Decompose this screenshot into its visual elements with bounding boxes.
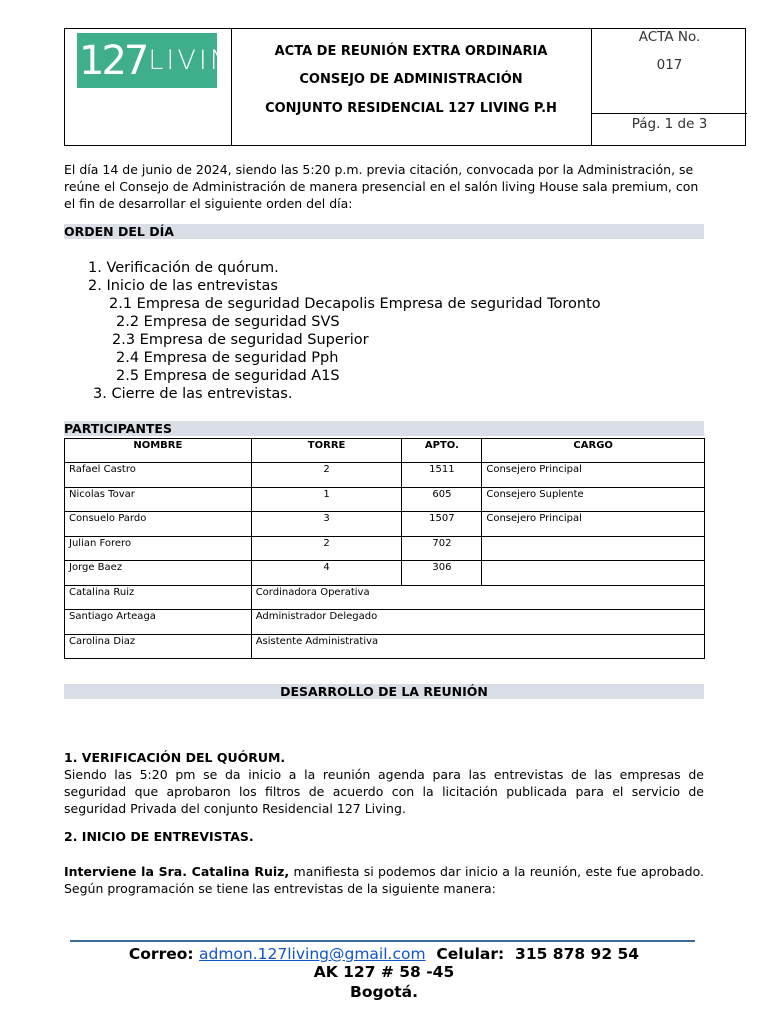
cell-apto: 1507 — [402, 512, 482, 537]
agenda-item: 3. Cierre de las entrevistas. — [93, 386, 293, 402]
celular-label: Celular: — [436, 945, 505, 963]
col-header-nombre: NOMBRE — [65, 439, 252, 463]
cell-nombre: Rafael Castro — [65, 463, 252, 488]
celular-number: 315 878 92 54 — [515, 945, 640, 963]
col-header-torre: TORRE — [251, 439, 402, 463]
agenda-list — [84, 259, 601, 403]
cell-nombre: Santiago Arteaga — [65, 610, 252, 635]
agenda-item: 2.4 Empresa de seguridad Pph — [116, 350, 339, 366]
cell-torre: 2 — [251, 536, 402, 561]
section2-body: manifiesta si podemos dar inicio a la reunión, este fue aprobado. Según programación se tiene las entrevistas de la siguiente manera: — [64, 864, 704, 896]
cell-nombre: Catalina Ruiz — [65, 585, 252, 610]
section2-title: 2. INICIO DE ENTREVISTAS. — [64, 829, 254, 844]
speaker-name: Interviene la Sra. Catalina Ruiz, — [64, 864, 290, 879]
cell-cargo — [482, 561, 705, 586]
footer-contact — [0, 946, 768, 963]
cell-nombre: Nicolas Tovar — [65, 487, 252, 512]
intro-paragraph: El día 14 de junio de 2024, siendo las 5:20 p.m. previa citación, convocada por la Administración, se reúne el Consejo de Administración de manera presencial en el salón living House sala premium, con el fin de desarrollar el siguiente orden del día: — [64, 162, 699, 211]
section1-title: 1. VERIFICACIÓN DEL QUÓRUM. — [64, 750, 286, 765]
acta-label: ACTA No. — [638, 29, 701, 45]
logo-word: LIVING — [148, 45, 257, 76]
agenda-item: 2.2 Empresa de seguridad SVS — [116, 314, 340, 330]
section2-text — [64, 863, 704, 897]
desarrollo-section-title: DESARROLLO DE LA REUNIÓN — [64, 684, 704, 699]
header-title-line3: CONJUNTO RESIDENCIAL 127 LIVING P.H — [265, 101, 557, 116]
footer-city: Bogotá. — [350, 983, 418, 1001]
cell-cargo: Consejero Principal — [482, 463, 705, 488]
agenda-item: 2.3 Empresa de seguridad Superior — [112, 332, 369, 348]
acta-cell — [591, 29, 747, 145]
cell-nombre: Consuelo Pardo — [65, 512, 252, 537]
table-row — [65, 561, 705, 586]
table-row — [65, 536, 705, 561]
logo-number: 127 — [79, 37, 147, 84]
cell-torre: 3 — [251, 512, 402, 537]
cell-cargo: Consejero Suplente — [482, 487, 705, 512]
footer-address: AK 127 # 58 -45 — [313, 963, 455, 981]
col-header-apto: APTO. — [402, 439, 482, 463]
footer-divider — [70, 940, 695, 942]
cell-cargo — [482, 536, 705, 561]
header-title-line1: ACTA DE REUNIÓN EXTRA ORDINARIA — [274, 44, 548, 59]
cell-nombre: Carolina Diaz — [65, 634, 252, 659]
cell-apto: 306 — [402, 561, 482, 586]
cell-apto: 1511 — [402, 463, 482, 488]
cell-apto: 702 — [402, 536, 482, 561]
agenda-item: 2.1 Empresa de seguridad Decapolis Empresa de seguridad Toronto — [109, 296, 601, 312]
page-number: Pág. 1 de 3 — [631, 116, 708, 132]
agenda-item: 1. Verificación de quórum. — [88, 260, 279, 276]
cell-torre: 2 — [251, 463, 402, 488]
col-header-cargo: CARGO — [482, 439, 705, 463]
company-logo — [77, 33, 257, 88]
cell-nombre: Jorge Baez — [65, 561, 252, 586]
document-header — [64, 28, 746, 146]
cell-cargo: Consejero Principal — [482, 512, 705, 537]
table-header-row — [65, 439, 705, 463]
participants-table — [64, 438, 705, 659]
table-row — [65, 634, 705, 659]
agenda-item: 2.5 Empresa de seguridad A1S — [116, 368, 340, 384]
cell-cargo: Administrador Delegado — [251, 610, 704, 635]
cell-torre: 1 — [251, 487, 402, 512]
header-title-line2: CONSEJO DE ADMINISTRACIÓN — [299, 72, 523, 87]
cell-torre: 4 — [251, 561, 402, 586]
logo-cell — [65, 29, 257, 145]
correo-label: Correo: — [128, 945, 194, 963]
agenda-item: 2. Inicio de las entrevistas — [88, 278, 278, 294]
cell-nombre: Julian Forero — [65, 536, 252, 561]
email-link[interactable]: admon.127living@gmail.com — [198, 945, 426, 963]
table-row — [65, 610, 705, 635]
table-row — [65, 512, 705, 537]
acta-number: 017 — [656, 57, 683, 73]
cell-apto: 605 — [402, 487, 482, 512]
table-row — [65, 585, 705, 610]
table-row — [65, 463, 705, 488]
section1-text: Siendo las 5:20 pm se da inicio a la reunión agenda para las entrevistas de las empresas de seguridad que aprobaron los filtros de acuerdo con la licitación publicada para el servicio de seguridad Privada del conjunto Residencial 127 Living. — [64, 767, 704, 816]
orden-section-title: ORDEN DEL DÍA — [64, 224, 704, 239]
table-row — [65, 487, 705, 512]
cell-cargo: Asistente Administrativa — [251, 634, 704, 659]
participantes-section-title: PARTICIPANTES — [64, 421, 704, 436]
cell-cargo: Cordinadora Operativa — [251, 585, 704, 610]
